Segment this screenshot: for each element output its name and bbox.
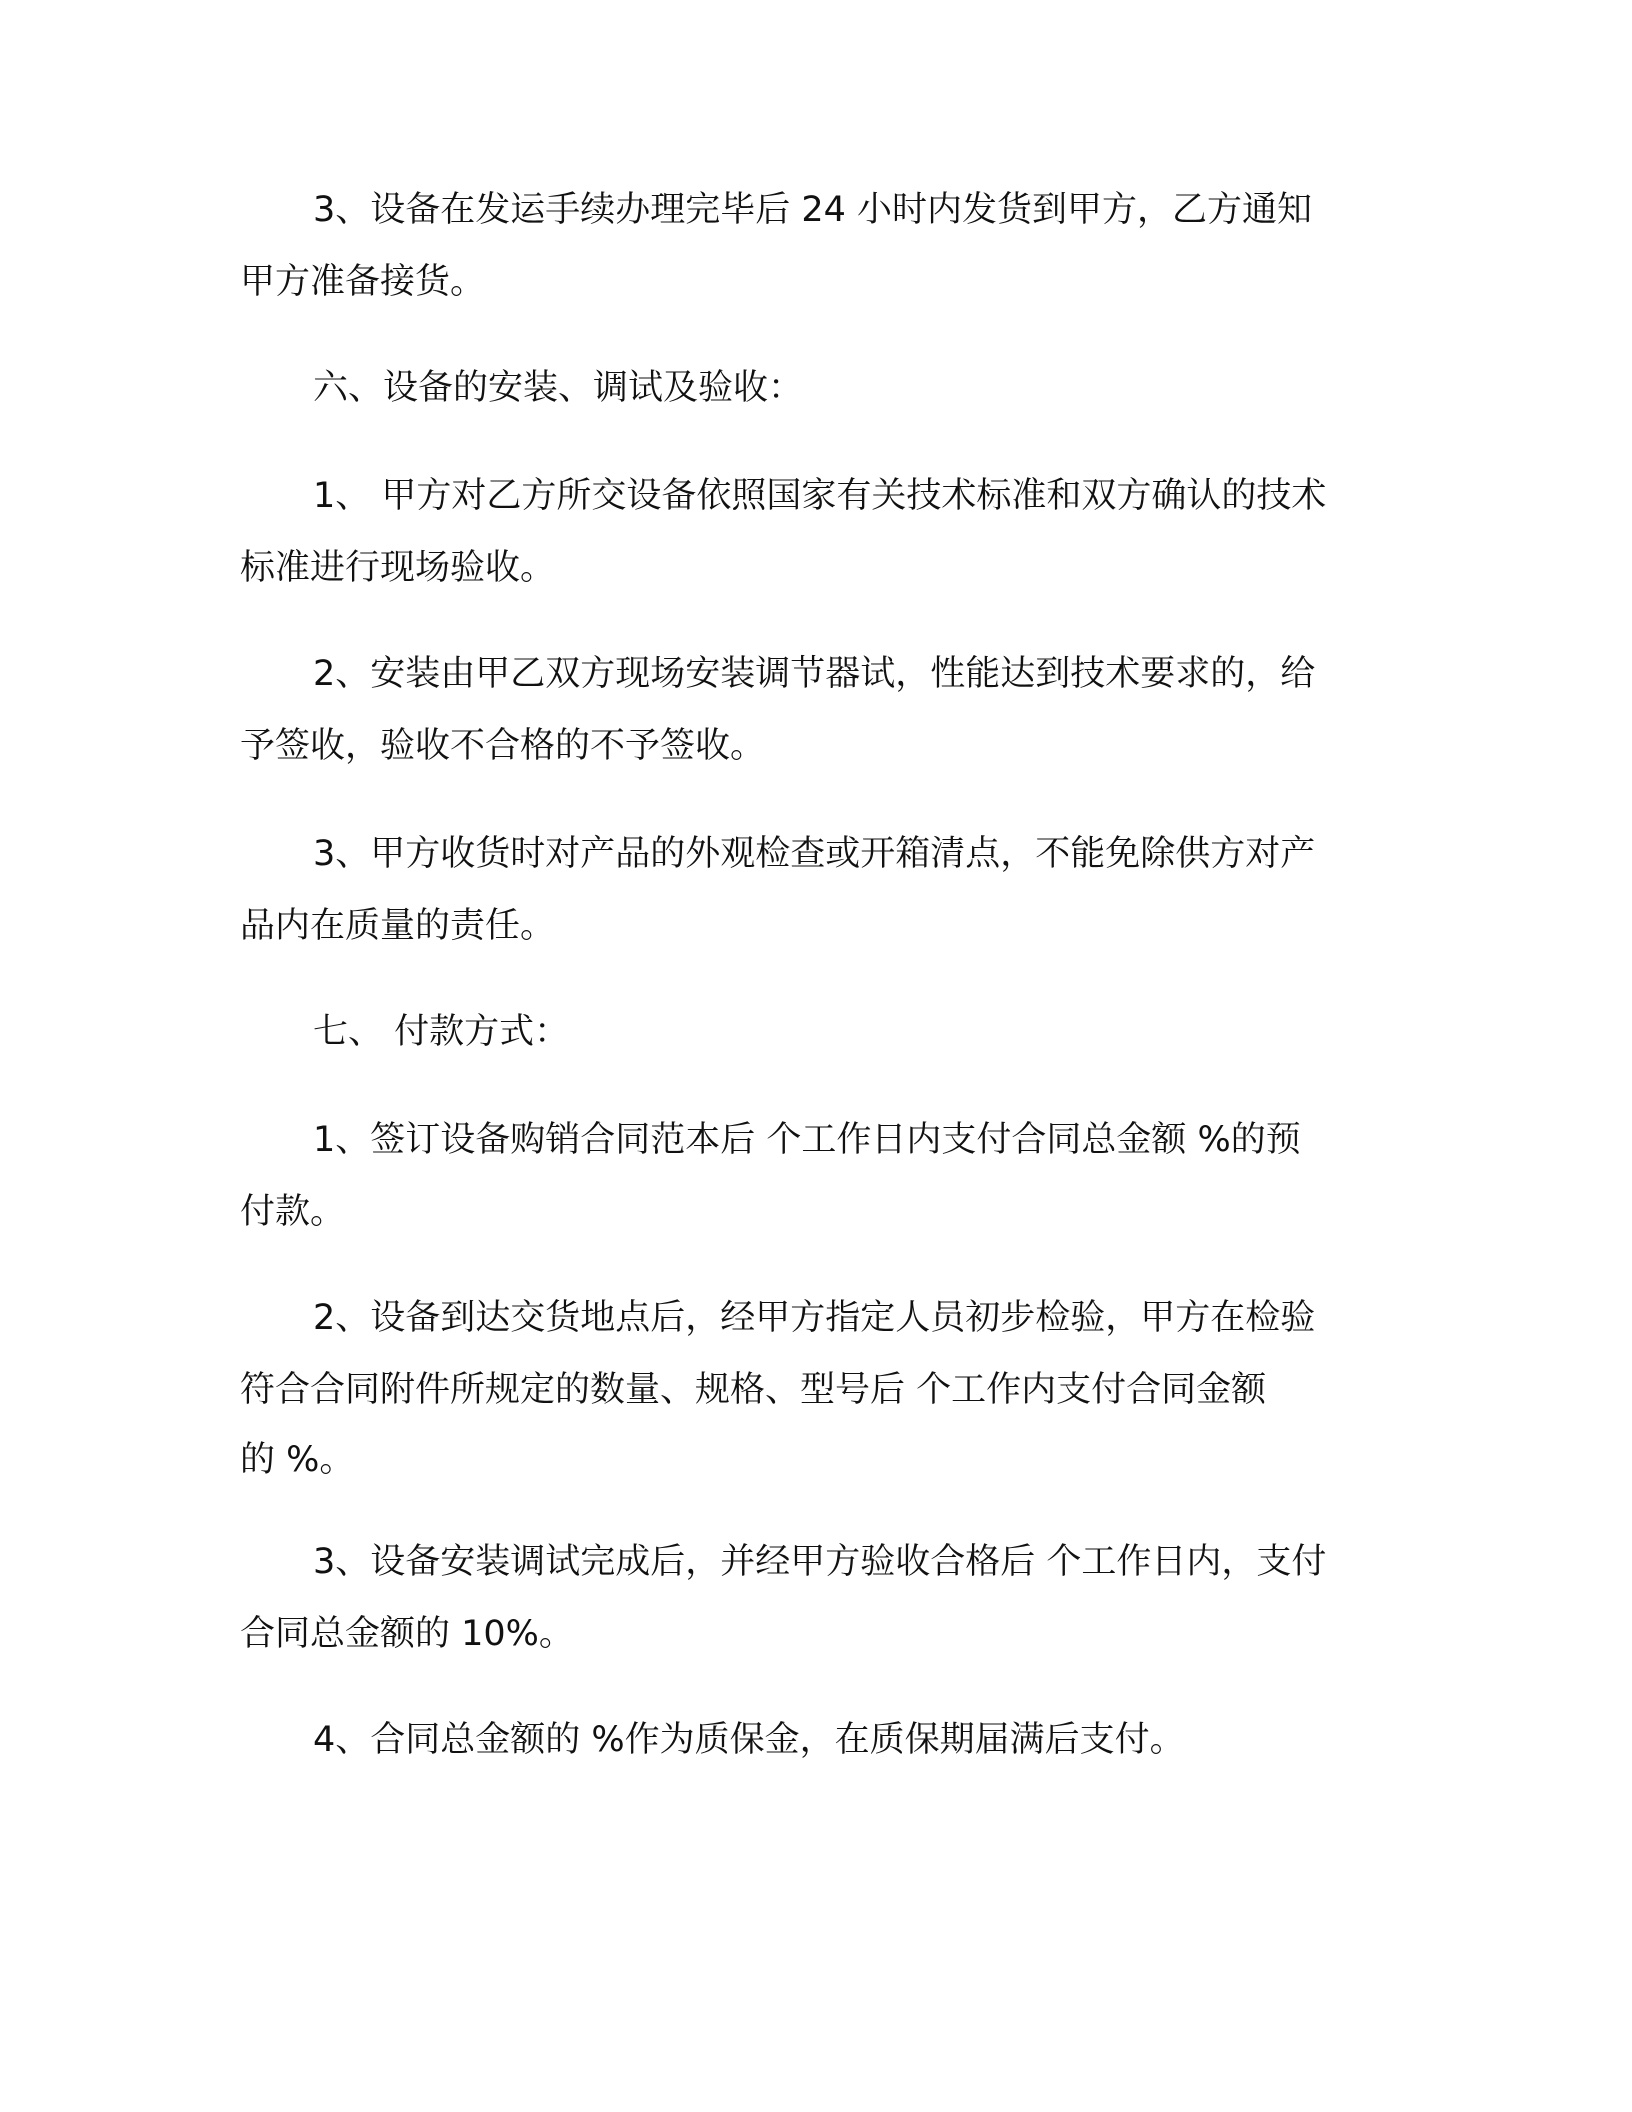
text-line: 标准进行现场验收。 — [240, 548, 556, 588]
text-line: 七、 付款方式： — [313, 1012, 570, 1052]
paragraph-payment-3 — [240, 1540, 1400, 1654]
section-heading-installation — [240, 366, 1400, 410]
paragraph-delivery-3 — [240, 188, 1400, 302]
paragraph-payment-4 — [240, 1718, 1400, 1762]
paragraph-install-3 — [240, 832, 1400, 946]
text-line: 符合合同附件所规定的数量、规格、型号后 个工作内支付合同金额 — [240, 1370, 1267, 1410]
paragraph-payment-2 — [240, 1296, 1400, 1480]
text-line: 品内在质量的责任。 — [240, 906, 556, 946]
text-line: 3、设备在发运手续办理完毕后 24 小时内发货到甲方，乙方通知 — [313, 190, 1313, 230]
paragraph-install-1 — [240, 474, 1400, 588]
text-line: 付款。 — [240, 1192, 346, 1232]
text-line: 2、设备到达交货地点后，经甲方指定人员初步检验，甲方在检验 — [313, 1298, 1316, 1338]
text-line: 合同总金额的 10%。 — [240, 1614, 574, 1654]
text-line: 3、甲方收货时对产品的外观检查或开箱清点，不能免除供方对产 — [313, 834, 1316, 874]
paragraph-install-2 — [240, 652, 1400, 766]
text-line: 4、合同总金额的 %作为质保金，在质保期届满后支付。 — [313, 1720, 1185, 1760]
paragraph-payment-1 — [240, 1118, 1400, 1232]
section-heading-payment — [240, 1010, 1400, 1054]
text-line: 2、安装由甲乙双方现场安装调节器试，性能达到技术要求的，给 — [313, 654, 1316, 694]
text-line: 甲方准备接货。 — [240, 262, 486, 302]
text-line: 3、设备安装调试完成后，并经甲方验收合格后 个工作日内，支付 — [313, 1542, 1327, 1582]
text-line: 的 %。 — [240, 1440, 355, 1480]
text-line: 六、设备的安装、调试及验收： — [313, 368, 804, 408]
text-line: 1、 甲方对乙方所交设备依照国家有关技术标准和双方确认的技术 — [313, 476, 1327, 516]
text-line: 1、签订设备购销合同范本后 个工作日内支付合同总金额 %的预 — [313, 1120, 1301, 1160]
text-line: 予签收，验收不合格的不予签收。 — [240, 726, 766, 766]
